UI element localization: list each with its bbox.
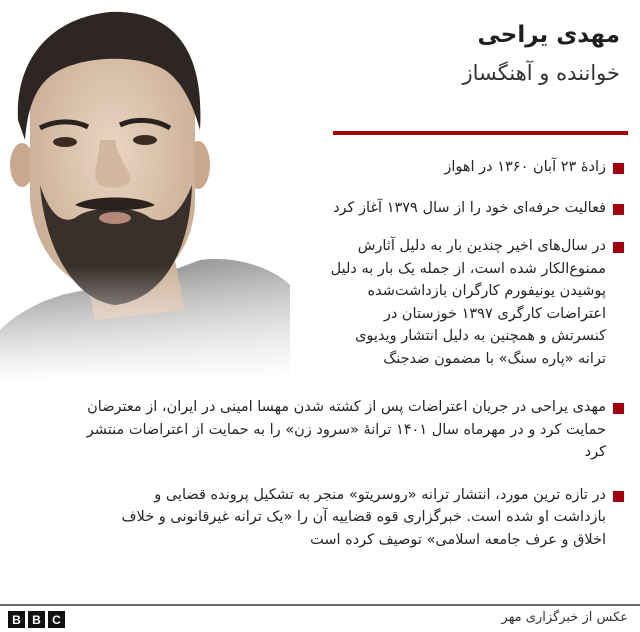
facts-list	[28, 152, 628, 551]
list-item-text: در سال‌های اخیر چندین بار به دلیل آثارش ممنوع‌الکار شده است، از جمله یک بار به دلیل پوشیدن یونیفورم کارگران بازداشت‌شده اعتراضات کارگری ۱۳۹۷ خوزستان در کنسرتش و همچنین به دلیل انتشار ویدیوی ترانه «پاره سنگ» با مضمون ضدجنگ	[330, 238, 606, 367]
list-item	[98, 484, 628, 552]
list-item	[298, 156, 628, 179]
list-item-text: در تازه ترین مورد، انتشار ترانه «روسریتو» منجر به تشکیل پرونده قضایی و بازداشت او شده است. خبرگزاری قوه قضاییه آن را «یک ترانه غیرقانونی و خلاف اخلاق و عرف جامعه اسلامی» توصیف کرده است	[121, 486, 606, 548]
bbc-logo-block: B	[8, 611, 25, 628]
bullet-square-icon	[613, 204, 624, 215]
header	[320, 18, 620, 90]
list-item-text: مهدی یراحی در جریان اعتراضات پس از کشته شدن مهسا امینی در ایران، از معترضان حمایت کرد و در مهرماه سال ۱۴۰۱ ترانهٔ «سرود زن» را به حمایت از اعتراضات منتشر کرد	[86, 399, 606, 460]
bullet-square-icon	[613, 163, 624, 174]
bullet-square-icon	[613, 242, 624, 253]
bbc-logo-block: C	[48, 611, 65, 628]
list-item	[68, 396, 628, 464]
photo-credit: عکس از خبرگزاری مهر	[501, 610, 628, 625]
list-item-text: فعالیت حرفه‌ای خود را از سال ۱۳۷۹ آغاز کرد	[333, 199, 606, 216]
bbc-logo	[8, 611, 65, 628]
page-subtitle: خواننده و آهنگساز	[462, 61, 620, 85]
bbc-logo-block: B	[28, 611, 45, 628]
footer-divider	[0, 604, 640, 606]
page-title: مهدی یراحی	[477, 22, 620, 48]
bullet-square-icon	[613, 491, 624, 502]
bullet-square-icon	[613, 403, 624, 414]
list-item	[328, 235, 628, 370]
list-item	[298, 197, 628, 220]
list-item-text: زادهٔ ۲۳ آبان ۱۳۶۰ در اهواز	[444, 159, 606, 175]
accent-divider	[333, 131, 628, 135]
